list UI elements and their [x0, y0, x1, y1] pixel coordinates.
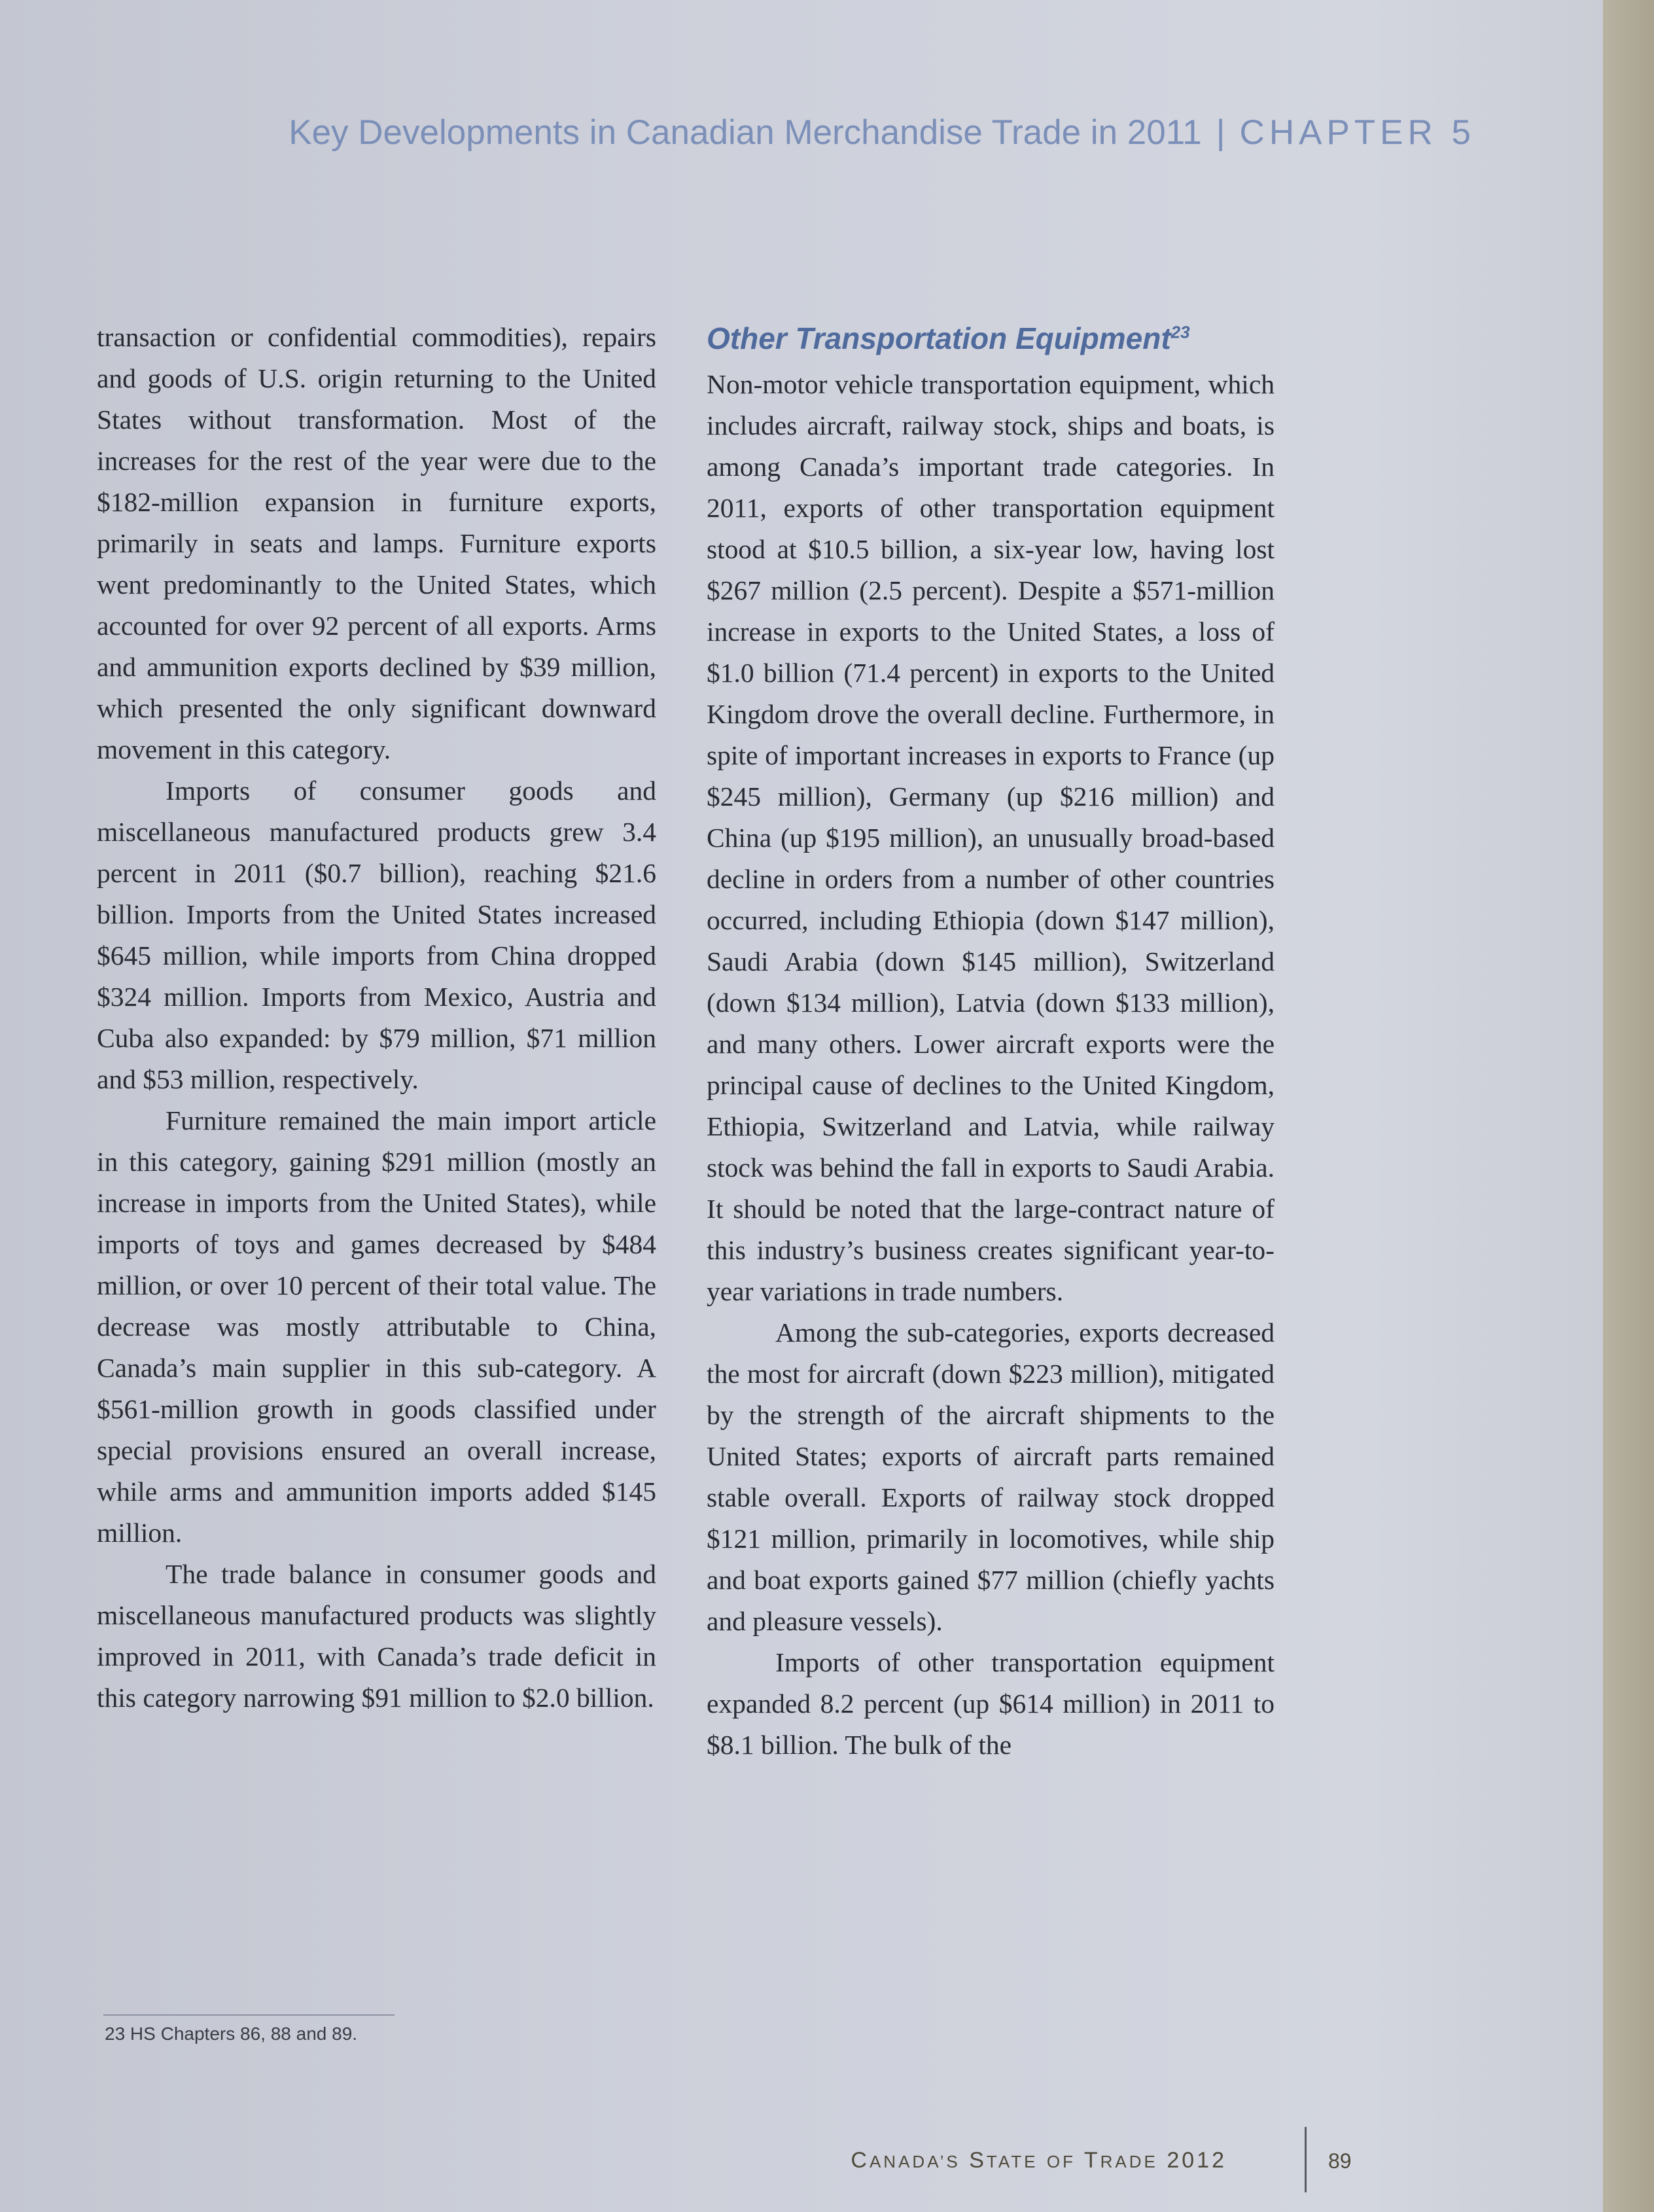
footer-title-year: 2012 [1167, 2148, 1227, 2173]
page-edge [1603, 0, 1654, 2212]
page-number: 89 [1328, 2149, 1352, 2173]
running-header [289, 113, 1475, 152]
left-paragraph-3: Furniture remained the main import article in this category, gaining $291 million (mostly an increase in imports from the United States), while imports of toys and games decreased by $484 million, or over 10 percent of their total value. The decrease was mostly attributable to China, Canada’s main supplier in this sub-category. A $561-million growth in goods classified under special provisions ensured an overall increase, while arms and ammunition imports added $145 million. [97, 1105, 656, 1548]
right-paragraph-2: Among the sub-categories, exports decreased the most for aircraft (down $223 million), mitigated by the strength of the aircraft shipments to the United States; exports of aircraft parts remained stable overall. Exports of railway stock dropped $121 million, primarily in locomotives, while ship and boat exports gained $77 million (chiefly yachts and pleasure vessels). [707, 1317, 1275, 1636]
right-paragraph-1: Non-motor vehicle transportation equipment, which includes aircraft, railway stock, ships and boats, is among Canada’s important trade categories. In 2011, exports of other transportation equipment stood at $10.5 billion, a six-year low, having lost $267 million (2.5 percent). Despite a $571-million increase in exports to the United States, a loss of $1.0 billion (71.4 percent) in exports to the United Kingdom drove the overall decline. Furthermore, in spite of important increases in exports to France (up $245 million), Germany (up $216 million) and China (up $195 million), an unusually broad-based decline in orders from a number of other countries occurred, including Ethiopia (down $147 million), Saudi Arabia (down $145 million), Switzerland (down $134 million), Latvia (down $133 million), and many others. Lower aircraft exports were the principal cause of declines to the United Kingdom, Ethiopia, Switzerland and Latvia, while railway stock was behind the fall in exports to Saudi Arabia. It should be noted that the large-contract nature of this industry’s business creates significant year-to-year variations in trade numbers. [707, 369, 1275, 1306]
left-column [97, 317, 656, 1719]
section-heading-text: Other Transportation Equipment [707, 321, 1171, 355]
footer-title-of: OF [1046, 2152, 1076, 2171]
footnote-reference[interactable]: 23 [1170, 322, 1190, 342]
footer-title-tate: TATE [986, 2152, 1038, 2171]
right-column [707, 321, 1275, 1766]
header-separator: | [1216, 113, 1225, 152]
left-paragraph-2: Imports of consumer goods and miscellaneous manufactured products grew 3.4 percent in 2011 ($0.7 billion), reaching $21.6 billion. Imports from the United States increased $645 million, while imports from China dropped $324 million. Imports from Mexico, Austria and Cuba also expanded: by $79 million, $71 million and $53 million, respectively. [97, 776, 656, 1094]
footer-publication-title [851, 2148, 1227, 2173]
right-paragraph-3: Imports of other transportation equipment expanded 8.2 percent (up $614 million) in 2011 to $8.1 billion. The bulk of the [707, 1647, 1275, 1760]
footer-title-t: T [1083, 2148, 1100, 2173]
running-title: Key Developments in Canadian Merchandise Trade in 2011 [289, 113, 1202, 152]
left-paragraph-1: transaction or confidential commodities), repairs and goods of U.S. origin returning to the United States without transformation. Most of the increases for the rest of the year were due to the $182-million expansion in furniture exports, primarily in seats and lamps. Furniture exports went predominantly to the United States, which accounted for over 92 percent of all exports. Arms and ammunition exports declined by $39 million, which presented the only significant downward movement in this category. [97, 322, 656, 764]
section-heading [707, 321, 1275, 356]
footnote-rule [103, 2014, 395, 2016]
footer-title-rade: RADE [1100, 2152, 1158, 2171]
left-paragraph-4: The trade balance in consumer goods and miscellaneous manufactured products was slightly improved in 2011, with Canada’s trade deficit in this category narrowing $91 million to $2.0 billion. [97, 1559, 656, 1713]
footer-title-anada: ANADA’S [869, 2152, 960, 2171]
footer-title-s: S [969, 2148, 987, 2173]
footer-title-c: C [851, 2148, 870, 2173]
footnote: 23 HS Chapters 86, 88 and 89. [105, 2024, 358, 2044]
chapter-label: CHAPTER 5 [1239, 113, 1475, 152]
footer-divider [1305, 2127, 1307, 2192]
